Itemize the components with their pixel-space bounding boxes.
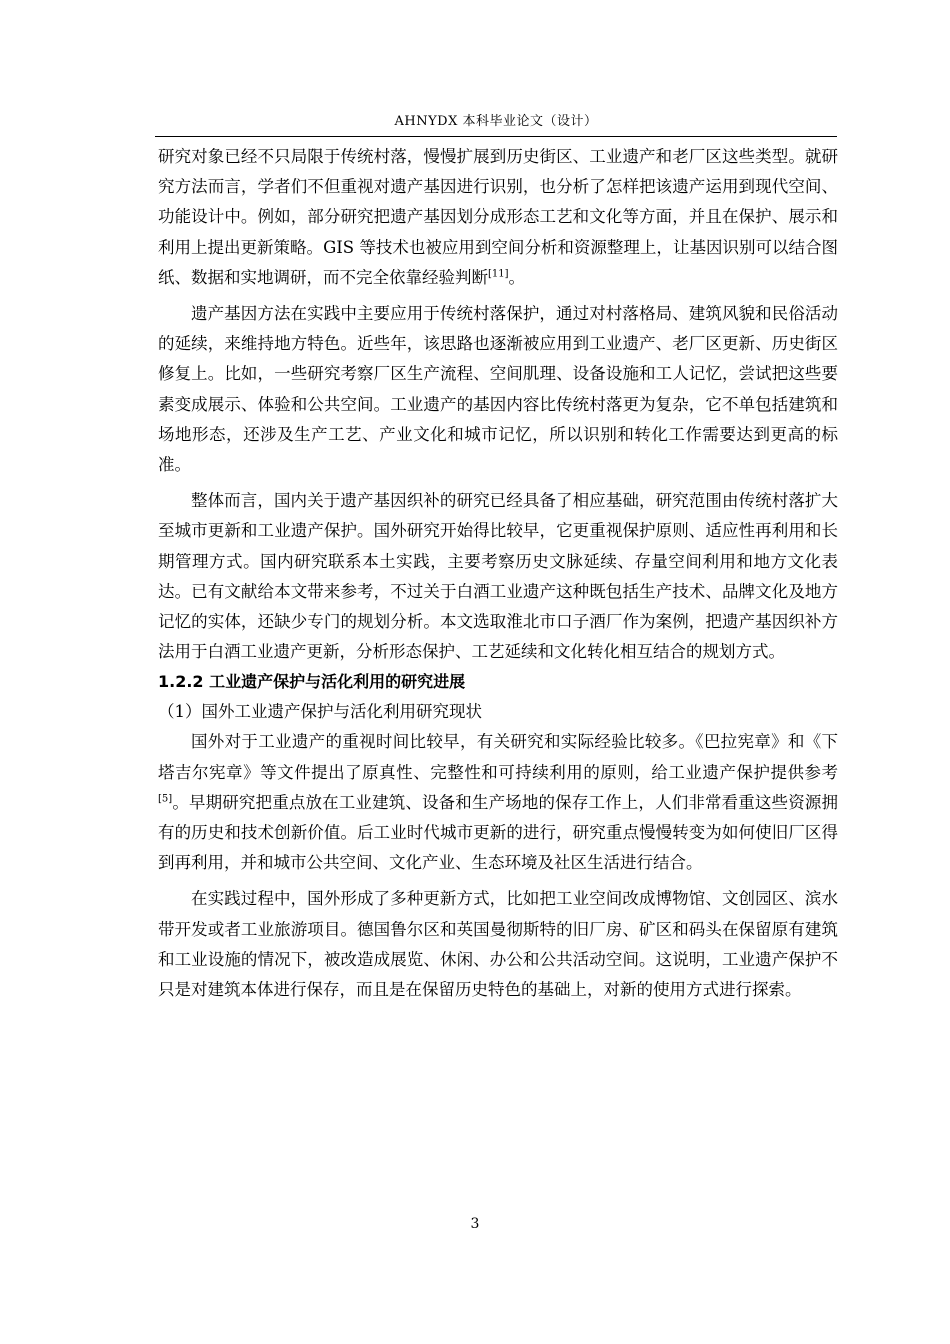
paragraph-tail: 。 bbox=[508, 267, 526, 287]
paragraph bbox=[158, 486, 838, 667]
paragraph bbox=[158, 727, 838, 878]
body-text bbox=[158, 142, 838, 1005]
paragraph-text: 研究对象已经不只局限于传统村落，慢慢扩展到历史街区、工业遗产和老厂区这些类型。就研究方法而言，学者们不但重视对遗产基因进行识别，也分析了怎样把该遗产运用到现代空间、功能设计中。例如，部分研究把遗产基因划分成形态工艺和文化等方面，并且在保护、展示和利用上提出更新策略。GIS 等技术也被应用到空间分析和资源整理上，让基因识别可以结合图纸、数据和实地调研，而不完全依靠经验判断 bbox=[158, 147, 838, 287]
paragraph bbox=[158, 299, 838, 480]
paragraph-tail: 。早期研究把重点放在工业建筑、设备和生产场地的保存工作上，人们非常看重这些资源拥有的历史和技术创新价值。后工业时代城市更新的进行，研究重点慢慢转变为如何使旧厂区得到再利用，并和城市公共空间、文化产业、生态环境及社区生活进行结合。 bbox=[158, 792, 838, 873]
subsection-heading: （1）国外工业遗产保护与活化利用研究现状 bbox=[158, 702, 482, 722]
paragraph-text: 整体而言，国内关于遗产基因织补的研究已经具备了相应基础，研究范围由传统村落扩大至城市更新和工业遗产保护。国外研究开始得比较早，它更重视保护原则、适应性再利用和长期管理方式。国内研究联系本土实践，主要考察历史文脉延续、存量空间利用和地方文化表达。已有文献给本文带来参考，不过关于白酒工业遗产这种既包括生产技术、品牌文化及地方记忆的实体，还缺少专门的规划分析。本文选取淮北市口子酒厂作为案例，把遗产基因织补方法用于白酒工业遗产更新，分析形态保护、工艺延续和文化转化相互结合的规划方式。 bbox=[158, 491, 838, 662]
paragraph-text: 在实践过程中，国外形成了多种更新方式，比如把工业空间改成博物馆、文创园区、滨水带开发或者工业旅游项目。德国鲁尔区和英国曼彻斯特的旧厂房、矿区和码头在保留原有建筑和工业设施的情况下，被改造成展览、休闲、办公和公共活动空间。这说明，工业遗产保护不只是对建筑本体进行保存，而且是在保留历史特色的基础上，对新的使用方式进行探索。 bbox=[158, 889, 838, 1000]
running-header: AHNYDX 本科毕业论文（设计） bbox=[394, 114, 598, 129]
header-rule bbox=[155, 136, 837, 137]
citation-ref: [11] bbox=[488, 268, 509, 280]
paragraph-continued bbox=[158, 142, 838, 293]
citation-ref: [5] bbox=[158, 793, 173, 805]
paragraph bbox=[158, 884, 838, 1005]
paragraph-text: 遗产基因方法在实践中主要应用于传统村落保护，通过对村落格局、建筑风貌和民俗活动的延续，来维持地方特色。近些年，该思路也逐渐被应用到工业遗产、老厂区更新、历史街区修复上。比如，一些研究考察厂区生产流程、空间肌理、设备设施和工人记忆，尝试把这些要素变成展示、体验和公共空间。工业遗产的基因内容比传统村落更为复杂，它不单包括建筑和场地形态，还涉及生产工艺、产业文化和城市记忆，所以识别和转化工作需要达到更高的标准。 bbox=[158, 304, 838, 475]
paragraph-text: 国外对于工业遗产的重视时间比较早，有关研究和实际经验比较多。《巴拉宪章》和《下塔吉尔宪章》等文件提出了原真性、完整性和可持续利用的原则，给工业遗产保护提供参考 bbox=[158, 732, 838, 782]
section-heading: 1.2.2 工业遗产保护与活化利用的研究进展 bbox=[158, 672, 466, 692]
page-number: 3 bbox=[470, 1216, 480, 1232]
